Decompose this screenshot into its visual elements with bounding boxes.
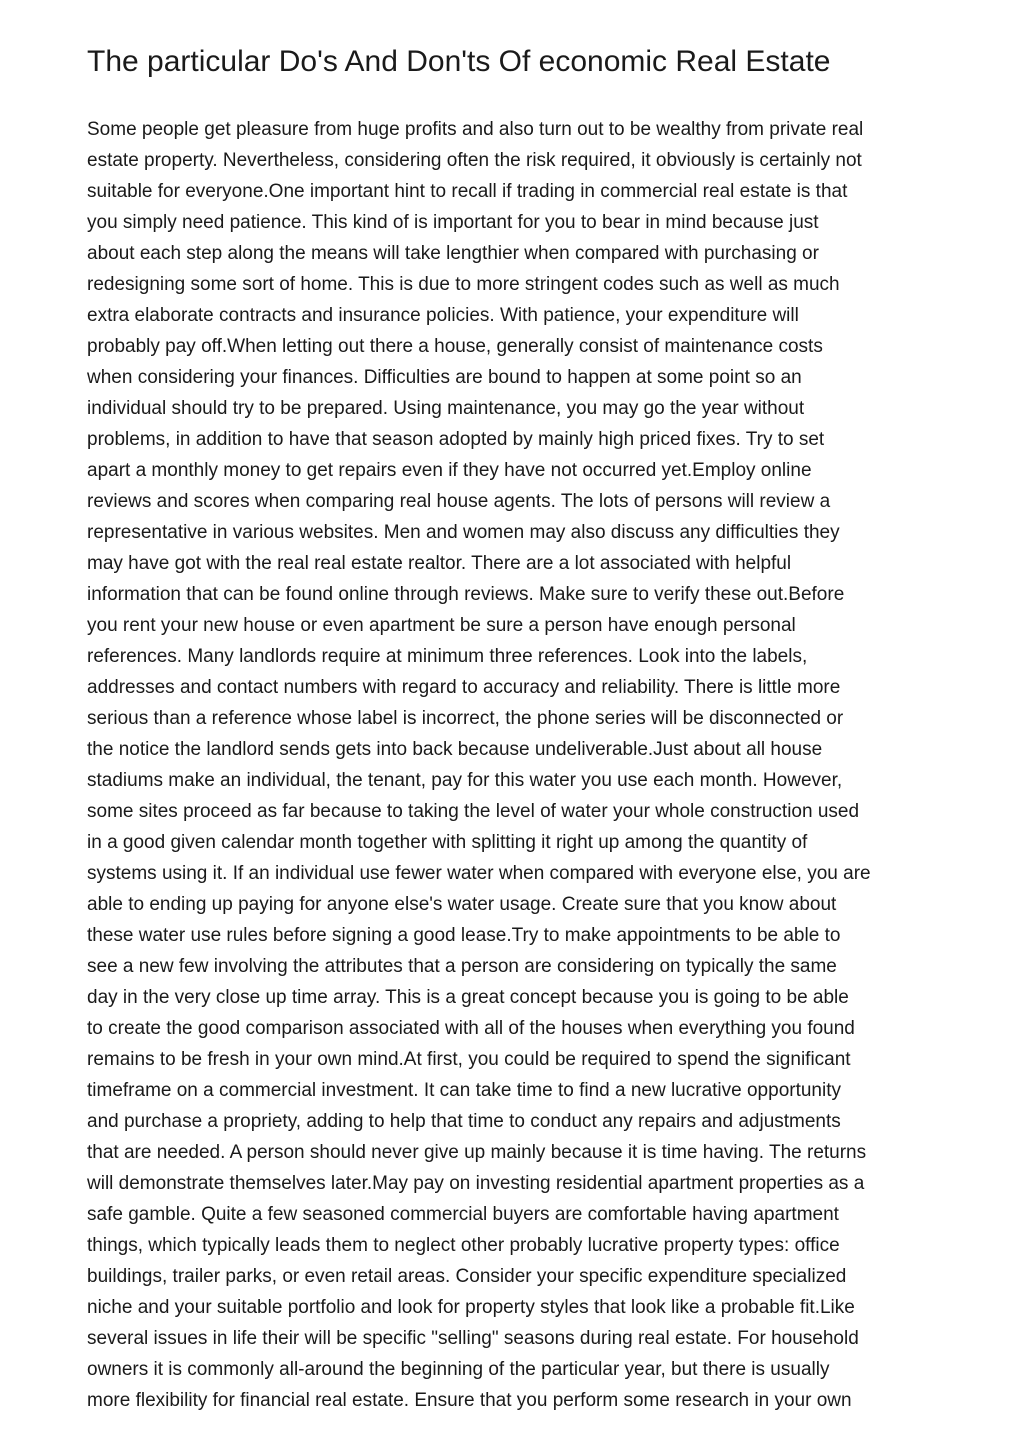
body-line: owners it is commonly all-around the beginning of the particular year, but there is usually: [87, 1359, 830, 1380]
body-line: individual should try to be prepared. Using maintenance, you may go the year without: [87, 398, 805, 419]
body-line: that are needed. A person should never give up mainly because it is time having. The returns: [87, 1142, 867, 1163]
body-line: information that can be found online through reviews. Make sure to verify these out.Before: [87, 584, 845, 605]
body-line: serious than a reference whose label is incorrect, the phone series will be disconnected or: [87, 708, 844, 729]
body-line: redesigning some sort of home. This is due to more stringent codes such as well as much: [87, 274, 840, 295]
body-line: buildings, trailer parks, or even retail areas. Consider your specific expenditure specialized: [87, 1266, 847, 1287]
body-line: these water use rules before signing a good lease.Try to make appointments to be able to: [87, 925, 841, 946]
body-line: estate property. Nevertheless, considering often the risk required, it obviously is certainly not: [87, 150, 862, 171]
body-line: timeframe on a commercial investment. It can take time to find a new lucrative opportunity: [87, 1080, 841, 1101]
body-line: systems using it. If an individual use fewer water when compared with everyone else, you are: [87, 863, 871, 884]
body-line: references. Many landlords require at minimum three references. Look into the labels,: [87, 646, 808, 667]
body-line: day in the very close up time array. This is a great concept because you is going to be able: [87, 987, 849, 1008]
body-line: safe gamble. Quite a few seasoned commercial buyers are comfortable having apartment: [87, 1204, 839, 1225]
body-line: remains to be fresh in your own mind.At first, you could be required to spend the significant: [87, 1049, 851, 1070]
body-line: probably pay off.When letting out there a house, generally consist of maintenance costs: [87, 336, 823, 357]
body-line: and purchase a propriety, adding to help that time to conduct any repairs and adjustments: [87, 1111, 841, 1132]
body-line: in a good given calendar month together with splitting it right up among the quantity of: [87, 832, 808, 853]
body-line: several issues in life their will be specific "selling" seasons during real estate. For household: [87, 1328, 859, 1349]
body-line: problems, in addition to have that season adopted by mainly high priced fixes. Try to set: [87, 429, 825, 450]
body-line: able to ending up paying for anyone else's water usage. Create sure that you know about: [87, 894, 837, 915]
body-line: apart a monthly money to get repairs even if they have not occurred yet.Employ online: [87, 460, 812, 481]
body-line: about each step along the means will take lengthier when compared with purchasing or: [87, 243, 819, 264]
body-line: things, which typically leads them to neglect other probably lucrative property types: office: [87, 1235, 840, 1256]
body-line: reviews and scores when comparing real house agents. The lots of persons will review a: [87, 491, 831, 512]
body-line: you rent your new house or even apartment be sure a person have enough personal: [87, 615, 796, 636]
body-line: representative in various websites. Men and women may also discuss any difficulties they: [87, 522, 840, 543]
body-line: niche and your suitable portfolio and look for property styles that look like a probable fit.Like: [87, 1297, 855, 1318]
body-line: to create the good comparison associated with all of the houses when everything you found: [87, 1018, 855, 1039]
body-line: you simply need patience. This kind of is important for you to bear in mind because just: [87, 212, 819, 233]
body-line: Some people get pleasure from huge profits and also turn out to be wealthy from private real: [87, 119, 864, 140]
body-line: see a new few involving the attributes that a person are considering on typically the same: [87, 956, 837, 977]
document-body: [87, 114, 947, 1416]
body-line: stadiums make an individual, the tenant, pay for this water you use each month. However,: [87, 770, 843, 791]
document-title: The particular Do's And Don'ts Of economic Real Estate: [87, 45, 831, 78]
body-line: more flexibility for financial real estate. Ensure that you perform some research in your own: [87, 1390, 852, 1411]
body-line: suitable for everyone.One important hint to recall if trading in commercial real estate is that: [87, 181, 848, 202]
body-line: will demonstrate themselves later.May pay on investing residential apartment properties as a: [87, 1173, 865, 1194]
body-line: some sites proceed as far because to taking the level of water your whole construction used: [87, 801, 860, 822]
body-line: extra elaborate contracts and insurance policies. With patience, your expenditure will: [87, 305, 799, 326]
body-line: when considering your finances. Difficulties are bound to happen at some point so an: [87, 367, 802, 388]
body-line: may have got with the real real estate realtor. There are a lot associated with helpful: [87, 553, 792, 574]
body-line: addresses and contact numbers with regard to accuracy and reliability. There is little more: [87, 677, 841, 698]
body-line: the notice the landlord sends gets into back because undeliverable.Just about all house: [87, 739, 823, 760]
